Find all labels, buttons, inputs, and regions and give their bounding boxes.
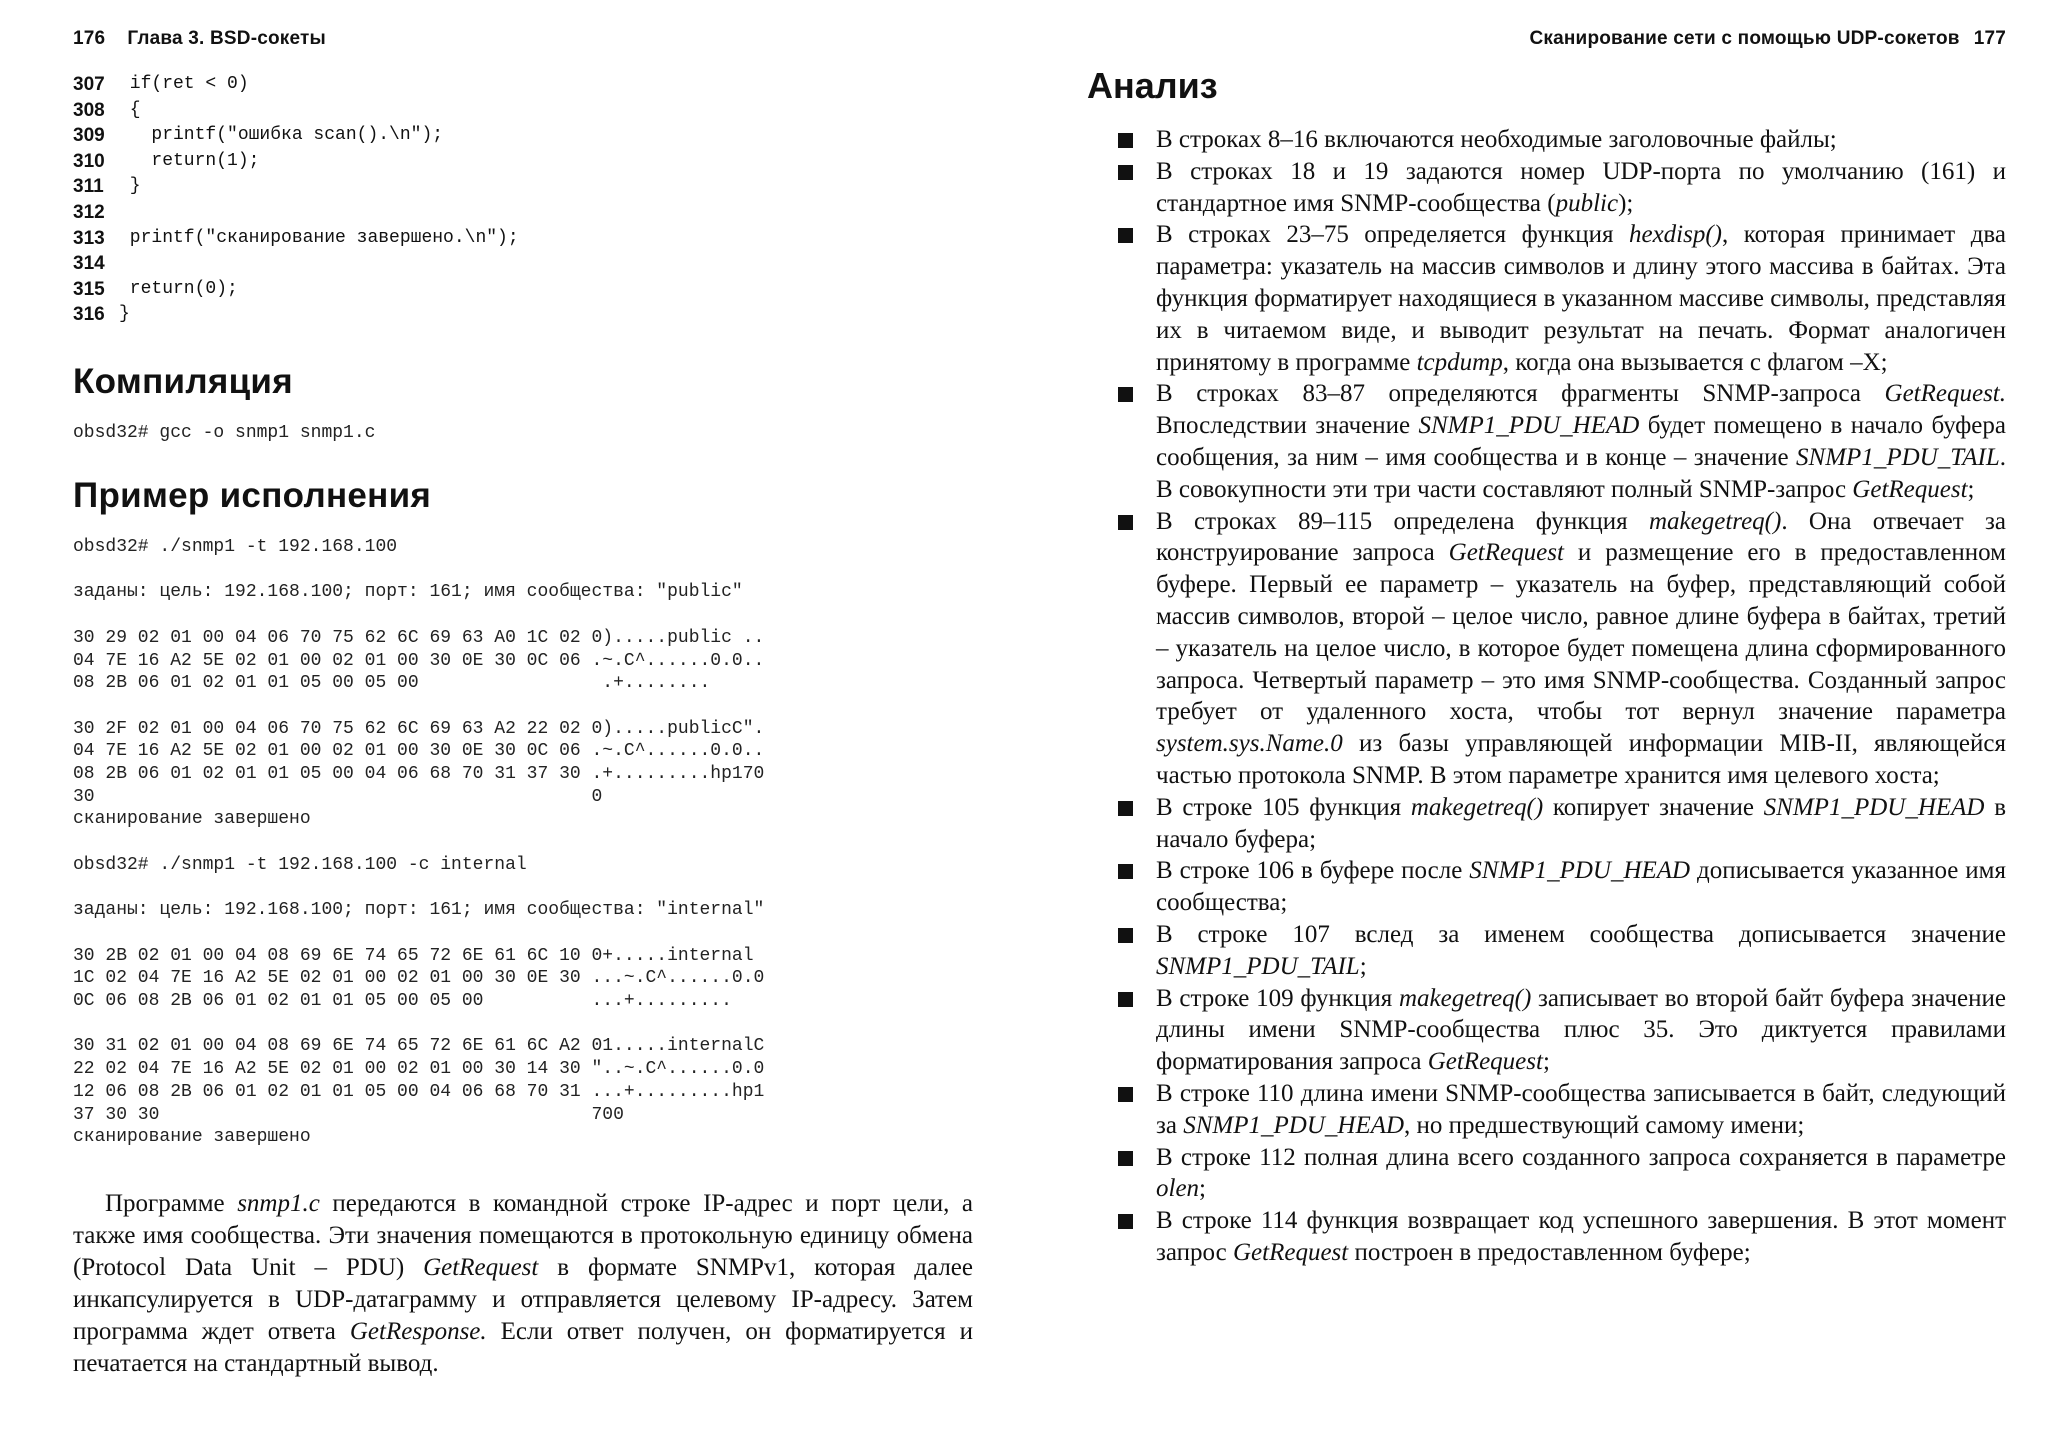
analysis-heading: Анализ bbox=[1087, 65, 1218, 106]
italic-term: makegetreq() bbox=[1648, 507, 1782, 535]
text-run: . Она отвечает за конструирование запроса bbox=[1156, 507, 2006, 567]
line-number: 311 bbox=[73, 176, 104, 198]
code-line bbox=[73, 226, 519, 252]
square-bullet-icon bbox=[1118, 1214, 1133, 1229]
compile-heading: Компиляция bbox=[73, 362, 293, 401]
code-line bbox=[73, 98, 519, 124]
section-title: Сканирование сети с помощью UDP-сокетов bbox=[1529, 28, 1960, 49]
text-run: В строке 114 функция возвращает код успешного завершения. В этот момент запрос bbox=[1156, 1207, 2006, 1266]
analysis-bullet bbox=[1116, 378, 2006, 505]
italic-term: makegetreq() bbox=[1410, 793, 1544, 821]
text-run: ; bbox=[1359, 952, 1367, 980]
text-run: в формате SNMPv1, которая далее инкапсулируется в UDP-датаграмму и отправляется целевому IP-адресу. Затем программа ждет ответа bbox=[73, 1254, 973, 1345]
code-text: return(0); bbox=[119, 278, 238, 299]
run-output: obsd32# ./snmp1 -t 192.168.100 заданы: цель: 192.168.100; порт: 161; имя сообщества: "public" 30 29 02 01 00 04 06 70 75 62 6C 69 63 A0 1C 02 0).....public .. 04 7E 16 A2 5E 02 01 00 02 01 00 30 0E 30 0C 06 .~.C^......0.0.. 08 2B 06 01 02 01 01 05 00 05 00 .+........ 30 2F 02 01 00 04 06 70 75 62 6C 69 63 A2 22 02 0).....publicC". 04 7E 16 A2 5E 02 01 00 02 01 00 30 0E 30 0C 06 .~.C^......0.0.. 08 2B 06 01 02 01 01 05 00 04 06 68 70 31 37 30 .+.........hp170 30 0 сканирование завершено obsd32# ./snmp1 -t 192.168.100 -c internal заданы: цель: 192.168.100; порт: 161; имя сообщества: "internal" 30 2B 02 01 00 04 08 69 6E 74 65 72 6E 61 6C 10 0+.....internal 1C 02 04 7E 16 A2 5E 02 01 00 02 01 00 30 0E 30 ...~.C^......0.0 0C 06 08 2B 06 01 02 01 01 05 00 05 00 ...+......... 30 31 02 01 00 04 08 69 6E 74 65 72 6E 61 6C A2 01.....internalC 22 02 04 7E 16 A2 5E 02 01 00 02 01 00 30 14 30 "..~.C^......0.0 12 06 08 2B 06 01 02 01 01 05 00 04 06 68 70 31 ...+.........hp1 37 30 30 700 сканирование завершено bbox=[73, 537, 765, 1148]
analysis-bullet bbox=[1116, 124, 2006, 156]
text-run: дописывается указанное имя сообщества; bbox=[1156, 857, 2006, 917]
code-text bbox=[113, 200, 119, 226]
text-run: В строках 89–115 определена функция bbox=[1156, 507, 1649, 535]
analysis-bullet bbox=[1116, 1142, 2006, 1206]
code-line bbox=[73, 200, 519, 226]
square-bullet-icon bbox=[1118, 801, 1133, 816]
text-run: ; bbox=[1542, 1048, 1550, 1076]
analysis-bullet bbox=[1116, 792, 2006, 856]
italic-term: GetRequest bbox=[1233, 1238, 1349, 1266]
text-run: Программе bbox=[105, 1190, 238, 1217]
text-run: , когда она вызывается с флагом –X; bbox=[1502, 348, 1888, 376]
analysis-bullet bbox=[1116, 919, 2006, 983]
code-line bbox=[73, 72, 519, 98]
text-run: В строках 18 и 19 задаются номер UDP-порта по умолчанию (161) и стандартное имя SNMP-сообщества ( bbox=[1156, 157, 2006, 217]
analysis-bullet bbox=[1116, 219, 2006, 378]
square-bullet-icon bbox=[1118, 928, 1133, 943]
text-run: построен в предоставленном буфере; bbox=[1348, 1238, 1751, 1266]
italic-term: SNMP1_PDU_HEAD bbox=[1469, 857, 1691, 885]
square-bullet-icon bbox=[1118, 1087, 1133, 1102]
text-run: В строке 105 функция bbox=[1156, 793, 1411, 821]
code-line bbox=[73, 302, 519, 328]
line-number: 307 bbox=[73, 74, 105, 95]
italic-term: system.sys.Name.0 bbox=[1156, 730, 1343, 758]
text-run: В строках 83–87 определяются фрагменты SNMP-запроса bbox=[1156, 380, 1885, 408]
italic-term: SNMP1_PDU_TAIL bbox=[1796, 443, 2000, 471]
square-bullet-icon bbox=[1118, 992, 1133, 1007]
text-run: В строке 107 вслед за именем сообщества дописывается значение bbox=[1156, 920, 2006, 948]
square-bullet-icon bbox=[1118, 515, 1133, 530]
analysis-bullet bbox=[1116, 855, 2006, 919]
text-run: В строках 8–16 включаются необходимые заголовочные файлы; bbox=[1156, 126, 1837, 153]
italic-term: public bbox=[1555, 189, 1619, 217]
run-heading: Пример исполнения bbox=[73, 476, 432, 515]
italic-term: GetRequest bbox=[1448, 539, 1564, 567]
chapter-title: Глава 3. BSD-сокеты bbox=[127, 28, 326, 49]
text-run: В строке 109 функция bbox=[1156, 984, 1399, 1012]
italic-term: hexdisp() bbox=[1628, 221, 1722, 249]
italic-term: GetResponse. bbox=[349, 1318, 487, 1345]
italic-term: GetRequest bbox=[423, 1254, 539, 1281]
body-paragraph bbox=[73, 1188, 973, 1380]
right-running-head bbox=[1529, 28, 2006, 50]
code-text: { bbox=[119, 99, 141, 120]
square-bullet-icon bbox=[1118, 165, 1133, 180]
right-page bbox=[1024, 0, 2048, 1447]
italic-term: GetRequest. bbox=[1884, 380, 2006, 408]
text-run: записывает во второй байт буфера значение длины имени SNMP-сообщества плюс 35. Это диктуется правилами форматирования запроса bbox=[1156, 984, 2006, 1076]
text-run: ); bbox=[1618, 189, 1634, 217]
code-text: if(ret < 0) bbox=[119, 74, 249, 94]
code-line bbox=[73, 149, 519, 175]
italic-term: snmp1.c bbox=[237, 1190, 320, 1217]
analysis-bullet bbox=[1116, 1078, 2006, 1142]
text-run: будет помещено в начало буфера сообщения, за ним – имя сообщества и в конце – значение bbox=[1156, 412, 2006, 471]
text-run: . В совокупности эти три части составляют полный SNMP-запрос bbox=[1156, 443, 2006, 503]
line-number: 312 bbox=[73, 201, 105, 223]
code-text: printf("сканирование завершено.\n"); bbox=[119, 227, 519, 248]
page-number: 176 bbox=[73, 28, 106, 49]
italic-term: olen bbox=[1156, 1175, 1200, 1203]
analysis-list bbox=[1116, 124, 2006, 1269]
text-run: Если ответ получен, он форматируется и печатается на стандартный вывод. bbox=[73, 1318, 973, 1377]
analysis-bullet bbox=[1116, 1205, 2006, 1269]
line-number: 308 bbox=[73, 99, 105, 121]
text-run: передаются в командной строке IP-адрес и порт цели, а также имя сообщества. Эти значения помещаются в протокольную единицу обмена (Protocol Data Unit – PDU) bbox=[73, 1190, 973, 1281]
italic-term: tcpdump bbox=[1416, 348, 1503, 376]
code-text bbox=[113, 251, 119, 277]
line-number: 309 bbox=[73, 125, 105, 147]
text-run: В строке 106 в буфере после bbox=[1156, 857, 1470, 885]
code-text: } bbox=[119, 304, 130, 325]
text-run: и размещение его в предоставленном буфере. Первый ее параметр – указатель на буфер, представляющий собой массив символов, второй – целое число, равное длине буфера в байтах, третий – указатель на целое число, в которое будет помещена длина сформированного запроса. Четвертый параметр – это имя SNMP-сообщества. Созданный запрос требует от удаленного хоста, чтобы тот вернул значение параметра bbox=[1156, 539, 2006, 726]
code-text: printf("ошибка scan().\n"); bbox=[119, 125, 444, 146]
analysis-bullet bbox=[1116, 156, 2006, 220]
text-run: ; bbox=[1199, 1175, 1206, 1203]
square-bullet-icon bbox=[1118, 864, 1133, 879]
page-number: 177 bbox=[1973, 28, 2006, 49]
italic-term: SNMP1_PDU_HEAD bbox=[1183, 1111, 1405, 1139]
text-run: из базы управляющей информации MIB-II, являющейся частью протокола SNMP. В этом параметре хранится имя целевого хоста; bbox=[1156, 730, 2006, 789]
italic-term: makegetreq() bbox=[1398, 984, 1532, 1012]
square-bullet-icon bbox=[1118, 387, 1133, 402]
text-run: Впоследствии значение bbox=[1156, 412, 1419, 440]
italic-term: SNMP1_PDU_HEAD bbox=[1418, 412, 1640, 440]
square-bullet-icon bbox=[1118, 133, 1133, 148]
code-line bbox=[73, 251, 519, 277]
italic-term: GetRequest bbox=[1427, 1048, 1543, 1076]
code-line bbox=[73, 277, 519, 303]
code-text: } bbox=[119, 176, 141, 197]
code-line bbox=[73, 174, 519, 200]
code-listing bbox=[73, 72, 519, 328]
text-run: копирует значение bbox=[1543, 793, 1764, 821]
text-run: , которая принимает два параметра: указатель на массив символов и длину этого массива в байтах. Эта функция форматирует находящиеся в указанном массиве символы, представляя их в читаемом виде, и выводит результат на печать. Формат аналогичен принятому в программе bbox=[1156, 221, 2006, 376]
square-bullet-icon bbox=[1118, 1151, 1133, 1166]
compile-command: obsd32# gcc -o snmp1 snmp1.c bbox=[73, 423, 376, 443]
text-run: ; bbox=[1967, 475, 1975, 503]
text-run: , но предшествующий самому имени; bbox=[1404, 1111, 1805, 1139]
analysis-bullet bbox=[1116, 983, 2006, 1078]
italic-term: GetRequest bbox=[1852, 475, 1968, 503]
text-run: В строке 112 полная длина всего созданного запроса сохраняется в параметре bbox=[1156, 1143, 2006, 1171]
text-run: в начало буфера; bbox=[1156, 793, 2006, 853]
line-number: 315 bbox=[73, 278, 105, 300]
italic-term: SNMP1_PDU_HEAD bbox=[1763, 793, 1985, 821]
code-text: return(1); bbox=[119, 150, 260, 171]
text-run: В строках 23–75 определяется функция bbox=[1156, 221, 1629, 249]
code-line bbox=[73, 123, 519, 149]
analysis-bullet bbox=[1116, 506, 2006, 792]
text-run: В строке 110 длина имени SNMP-сообщества записывается в байт, следующий за bbox=[1156, 1079, 2006, 1139]
line-number: 313 bbox=[73, 227, 105, 249]
line-number: 314 bbox=[73, 253, 105, 275]
square-bullet-icon bbox=[1118, 228, 1133, 243]
italic-term: SNMP1_PDU_TAIL bbox=[1156, 952, 1360, 980]
line-number: 310 bbox=[73, 150, 105, 172]
left-running-head bbox=[73, 28, 326, 50]
line-number: 316 bbox=[73, 304, 105, 326]
